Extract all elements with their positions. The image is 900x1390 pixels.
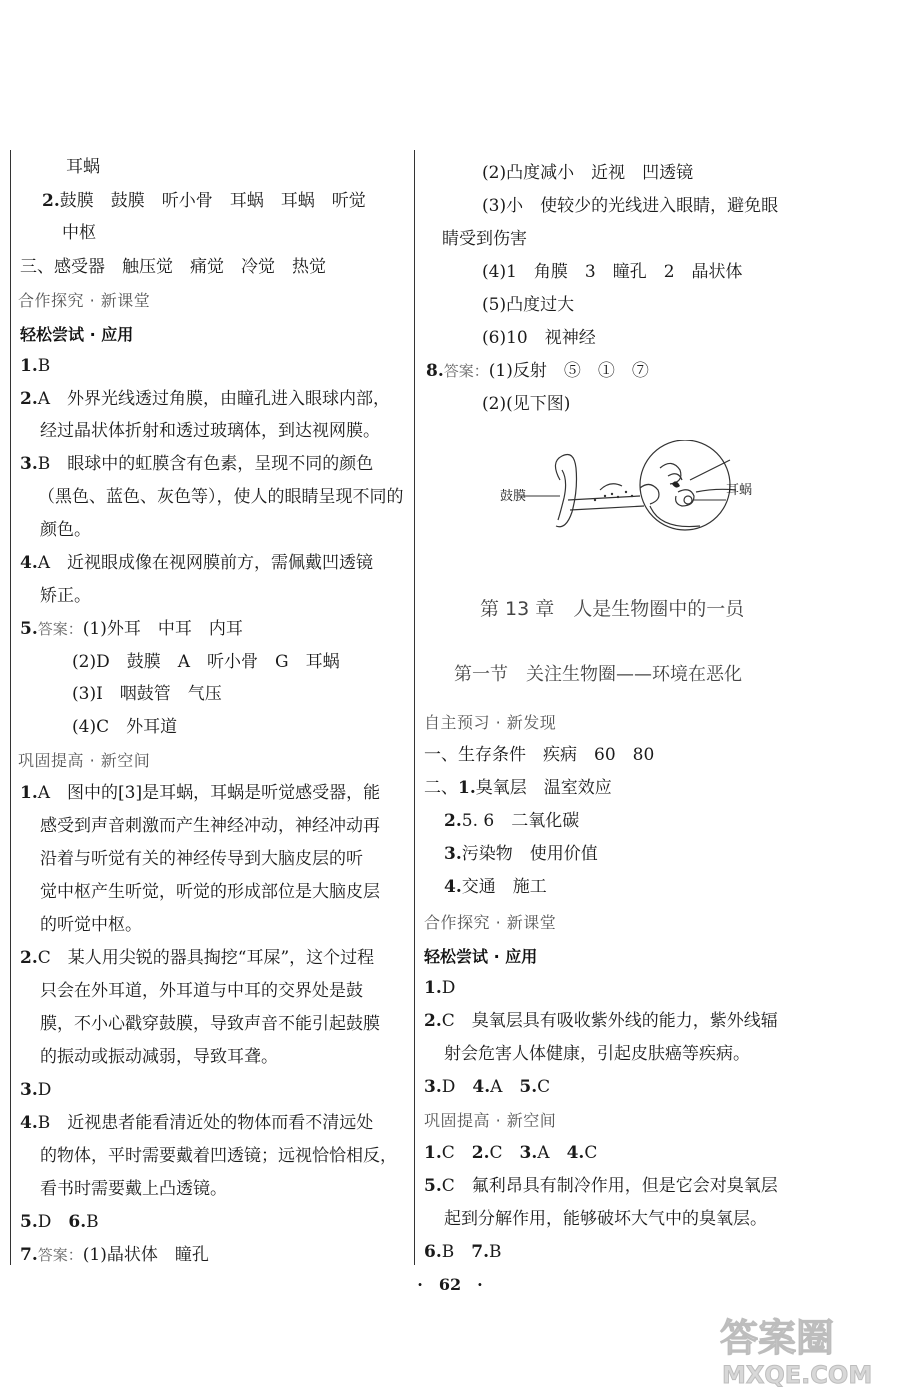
svg-text:MXQE.COM: MXQE.COM [722,1361,873,1389]
answer-line: 2.C 臭氧层具有吸收紫外线的能力，紫外线辐 [424,1011,778,1031]
left-border-rule [10,150,11,1265]
answer-line: 的振动或振动减弱，导致耳聋。 [40,1047,278,1067]
answer-line: 5.C 氟利昂具有制冷作用，但是它会对臭氧层 [424,1176,778,1196]
answer-line: 6.B 7.B [424,1242,502,1262]
column-divider [414,150,415,1265]
section-heading: 巩固提高 · 新空间 [424,1111,557,1130]
answer-line: 的物体，平时需要戴着凹透镜；远视恰恰相反， [40,1146,397,1166]
section-heading: 合作探究 · 新课堂 [18,291,151,310]
answer-line: 3.污染物 使用价值 [444,844,598,864]
answer-line: 1.B [20,356,51,376]
answer-line: 觉中枢产生听觉，听觉的形成部位是大脑皮层 [40,882,380,902]
answer-line: (6)10 视神经 [482,328,596,348]
answer-line: 的听觉中枢。 [40,915,142,935]
answer-line: 3.D [20,1080,52,1100]
answer-line: 3.D 4.A 5.C [424,1077,551,1097]
answer-line: 7.答案：(1)晶状体 瞳孔 [20,1245,209,1265]
answer-line: 4.交通 施工 [444,877,547,897]
answer-line: 4.B 近视患者能看清近处的物体而看不清远处 [20,1113,374,1133]
answer-line: 1.A 图中的[3]是耳蜗，耳蜗是听觉感受器，能 [20,783,381,803]
figure-label-cochlea: 耳蜗 [726,483,753,498]
svg-text:答案圈: 答案圈 [720,1316,835,1360]
answer-line: 三、感受器 触压觉 痛觉 冷觉 热觉 [20,257,326,277]
answer-line: 只会在外耳道，外耳道与中耳的交界处是鼓 [40,981,363,1001]
answer-line: 5.D 6.B [20,1212,99,1232]
answer-line: （黑色、蓝色、灰色等），使人的眼睛呈现不同的 [38,487,404,507]
answer-line: 感受到声音刺激而产生神经冲动，神经冲动再 [40,816,380,836]
answer-line: 1.C 2.C 3.A 4.C [424,1143,598,1163]
watermark-logo [700,1305,900,1390]
answer-line: 5.答案：(1)外耳 中耳 内耳 [20,619,243,639]
answer-line: 颜色。 [40,520,91,540]
answer-line: 经过晶状体折射和透过玻璃体，到达视网膜。 [40,421,380,441]
answer-line: (2)D 鼓膜 A 听小骨 G 耳蜗 [72,652,340,672]
answer-line: 睛受到伤害 [442,229,527,249]
answer-line: 膜，不小心戳穿鼓膜，导致声音不能引起鼓膜 [40,1014,380,1034]
section-heading: 自主预习 · 新发现 [424,713,557,732]
answer-line: 3.B 眼球中的虹膜含有色素，呈现不同的颜色 [20,454,374,474]
subsection-heading: 轻松尝试 · 应用 [424,947,538,966]
answer-line: 看书时需要戴上凸透镜。 [40,1179,227,1199]
answer-line: (3)小 使较少的光线进入眼睛，避免眼 [482,196,779,216]
section-heading: 巩固提高 · 新空间 [18,751,151,770]
answer-line: 2.鼓膜 鼓膜 听小骨 耳蜗 耳蜗 听觉 [42,191,366,211]
answer-line: 2.C 某人用尖锐的器具掏挖“耳屎”，这个过程 [20,948,375,968]
answer-line: (2)(见下图) [482,394,571,414]
subsection-heading: 轻松尝试 · 应用 [20,325,134,344]
answer-line: (5)凸度过大 [482,295,575,315]
text-line: 中枢 [62,223,96,243]
chapter-title: 第 13 章 人是生物圈中的一员 [480,598,745,620]
answer-line: (4)1 角膜 3 瞳孔 2 晶状体 [482,262,743,282]
answer-line: 1.D [424,978,456,998]
answer-line: 4.A 近视眼成像在视网膜前方，需佩戴凹透镜 [20,553,374,573]
answer-line: 矫正。 [40,586,91,606]
answer-line: (2)凸度减小 近视 凹透镜 [482,163,694,183]
answer-line: 一、生存条件 疾病 60 80 [424,745,655,765]
answer-line: (3)I 咽鼓管 气压 [72,684,222,704]
ear-diagram [500,440,760,540]
answer-line: 二、1.臭氧层 温室效应 [424,778,612,798]
answer-line: 沿着与听觉有关的神经传导到大脑皮层的听 [40,849,363,869]
section-title: 第一节 关注生物圈——环境在恶化 [454,664,742,685]
answer-line: 2.A 外界光线透过角膜，由瞳孔进入眼球内部， [20,389,391,409]
page-number: · 62 · [417,1275,483,1294]
answer-line: 起到分解作用，能够破坏大气中的臭氧层。 [444,1209,767,1229]
text-line: 耳蜗 [66,157,100,177]
answer-line: 2.5. 6 二氧化碳 [444,811,580,831]
answer-line: (4)C 外耳道 [72,717,178,737]
section-heading: 合作探究 · 新课堂 [424,913,557,932]
answer-line: 8.答案：(1)反射 ⑤ ① ⑦ [426,361,649,381]
figure-label-eardrum: 鼓膜 [500,489,527,504]
answer-line: 射会危害人体健康，引起皮肤癌等疾病。 [444,1044,750,1064]
